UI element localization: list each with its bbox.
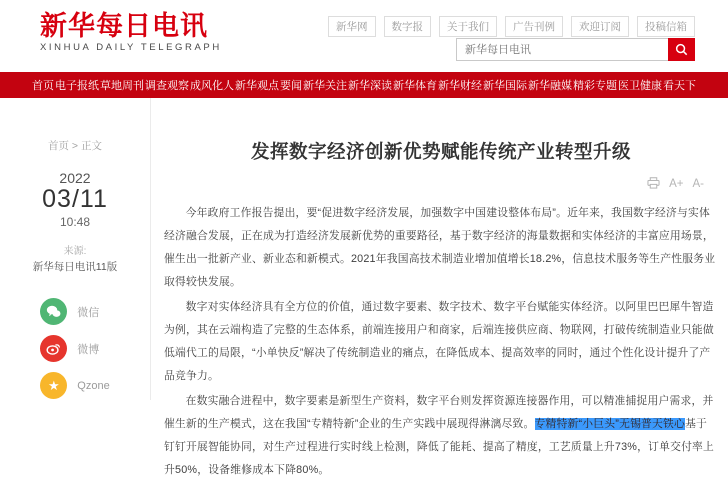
article-title: 发挥数字经济创新优势赋能传统产业转型升级	[250, 141, 631, 162]
top-link-digital-paper[interactable]: 数字报	[384, 16, 432, 37]
source-label: 来源:	[63, 246, 87, 257]
site-logo[interactable]	[40, 11, 222, 53]
nav-item-focus[interactable]: 新华关注	[303, 80, 347, 92]
article-paragraph-1: 今年政府工作报告提出，要“促进数字经济发展，加强数字中国建设整体布局”。近年来，我国数字经济与实体经济融合发展，正在成为打造经济发展新优势的重要路径，基于数字经济的海量数据和实体经济的丰富应用场景，催生出一批新产业、新业态和新模式。2021年我国高技术制造业增加值增长18.2%，信息技术服务等生产性服务业取得较快发展。	[164, 206, 716, 288]
wechat-icon	[40, 298, 67, 325]
qzone-star-icon: ★	[40, 372, 67, 399]
article-paragraph-3	[164, 390, 718, 482]
nav-item-opinion[interactable]: 新华观点	[235, 80, 279, 92]
breadcrumb-current: 正文	[80, 140, 102, 152]
share-panel	[40, 288, 109, 399]
top-link-subscribe[interactable]: 欢迎订阅	[571, 16, 629, 37]
search-button[interactable]	[668, 38, 695, 61]
source-value: 新华每日电讯11版	[32, 261, 118, 273]
nav-item-world-view[interactable]: 看天下	[663, 80, 696, 92]
highlighted-text-selection[interactable]: 专精特新“小巨头”无锡普天铁心	[534, 417, 686, 430]
publish-year: 2022	[59, 170, 91, 186]
share-qzone-button[interactable]	[40, 372, 109, 399]
top-link-xinhuanet[interactable]: 新华网	[328, 16, 376, 37]
nav-item-caodi-weekly[interactable]: 草地周刊	[100, 80, 144, 92]
paragraph-3-text-after: 基于钉钉开展智能协同，对生产过程进行实时线上检测，降低了能耗、提高了精度，工艺质量上升73%，订单交付率上升50%，设备维修成本下降80%。	[164, 417, 715, 476]
nav-item-health[interactable]: 医卫健康	[618, 80, 662, 92]
content-area	[0, 98, 728, 476]
nav-item-chengfenghuaren[interactable]: 成风化人	[190, 80, 234, 92]
top-link-ad-rates[interactable]: 广告刊例	[505, 16, 563, 37]
nav-item-epaper[interactable]: 电子报纸	[55, 80, 99, 92]
font-increase-button[interactable]: A+	[669, 178, 684, 190]
left-meta-column	[0, 98, 151, 400]
search-input[interactable]	[456, 38, 668, 61]
logo-title: 新华每日电讯	[40, 11, 208, 41]
nav-item-specials[interactable]: 精彩专题	[573, 80, 617, 92]
article-tools	[164, 177, 704, 193]
share-weibo-label: 微博	[77, 343, 100, 356]
publish-date: 03/11	[42, 185, 108, 213]
nav-item-international[interactable]: 新华国际	[483, 80, 527, 92]
breadcrumb-home[interactable]: 首页	[48, 140, 69, 152]
nav-item-in-depth[interactable]: 新华深读	[348, 80, 392, 92]
main-nav	[0, 72, 728, 98]
publish-time: 10:48	[59, 215, 91, 229]
nav-item-headlines[interactable]: 要闻	[280, 80, 302, 92]
article-body	[164, 202, 718, 482]
weibo-icon	[40, 335, 67, 362]
top-link-submissions[interactable]: 投稿信箱	[637, 16, 695, 37]
share-wechat-label: 微信	[77, 306, 100, 319]
breadcrumb	[0, 138, 150, 153]
logo-subtitle: XINHUA DAILY TELEGRAPH	[40, 42, 222, 53]
printer-icon	[647, 177, 660, 189]
share-qzone-label: Qzone	[77, 379, 110, 392]
nav-item-media[interactable]: 新华融媒	[528, 80, 572, 92]
nav-item-home[interactable]: 首页	[32, 80, 54, 92]
breadcrumb-separator: >	[71, 140, 79, 152]
search-bar	[456, 38, 695, 61]
paragraph-3-text: 在数实融合进程中，数字要素是新型生产资料，数字平台则发挥资源连接器作用，可以精准捕捉用户需求，并催生新的生产模式，这在我国“专精特新”企业的生产实践中展现得淋漓尽致。	[164, 394, 714, 430]
nav-item-finance[interactable]: 新华财经	[438, 80, 482, 92]
article-paragraph-2: 数字对实体经济具有全方位的价值，通过数字要素、数字技术、数字平台赋能实体经济。以阿里巴巴犀牛智造为例，其在云端构造了完整的生态体系，前端连接用户和商家，后端连接供应商、物联网，打破传统制造业只能做低端代工的局限，“小单快反”解决了传统制造业的痛点，在降低成本、提高效率的同时，通过个性化设计提升了产品竞争力。	[164, 300, 714, 382]
nav-item-investigation[interactable]: 调查观察	[145, 80, 189, 92]
article	[151, 98, 728, 476]
share-weibo-button[interactable]	[40, 335, 109, 362]
top-link-about-us[interactable]: 关于我们	[439, 16, 497, 37]
font-decrease-button[interactable]: A-	[692, 178, 704, 190]
search-icon	[675, 43, 688, 56]
top-links	[328, 16, 695, 37]
top-bar	[0, 0, 728, 72]
nav-item-sports[interactable]: 新华体育	[393, 80, 437, 92]
print-button[interactable]	[647, 177, 660, 193]
share-wechat-button[interactable]	[40, 298, 109, 325]
